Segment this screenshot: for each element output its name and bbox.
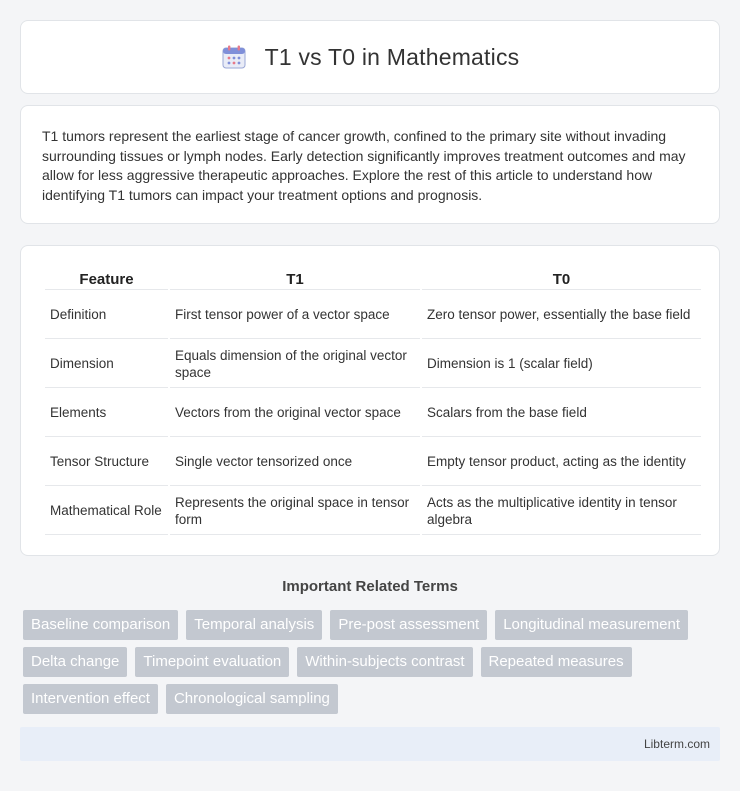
row-feature: Tensor Structure (45, 439, 168, 486)
table-row (45, 341, 701, 388)
table-header-row (45, 268, 701, 290)
related-term-tag[interactable]: Baseline comparison (23, 610, 178, 640)
header-card (20, 20, 720, 94)
related-term-tag[interactable]: Longitudinal measurement (495, 610, 688, 640)
row-feature: Dimension (45, 341, 168, 388)
table-row (45, 439, 701, 486)
related-term-tag[interactable]: Within-subjects contrast (297, 647, 472, 677)
row-feature: Mathematical Role (45, 488, 168, 535)
related-terms-title: Important Related Terms (282, 578, 458, 595)
row-t0: Scalars from the base field (422, 390, 701, 437)
row-t1: Vectors from the original vector space (170, 390, 420, 437)
related-term-tag[interactable]: Pre-post assessment (330, 610, 487, 640)
row-t1: Represents the original space in tensor form (170, 488, 420, 535)
row-t0: Acts as the multiplicative identity in tensor algebra (422, 488, 701, 535)
row-feature: Elements (45, 390, 168, 437)
footer-site-link[interactable]: Libterm.com (643, 737, 710, 751)
row-feature: Definition (45, 292, 168, 339)
header (221, 44, 520, 71)
table-row (45, 292, 701, 339)
calendar-icon (221, 44, 247, 70)
row-t0: Empty tensor product, acting as the identity (422, 439, 701, 486)
table-row (45, 390, 701, 437)
header-feature: Feature (45, 268, 168, 290)
comparison-table-card (20, 245, 720, 556)
related-terms-list (23, 610, 723, 714)
header-t1: T1 (170, 268, 420, 290)
related-term-tag[interactable]: Delta change (23, 647, 127, 677)
intro-card (20, 105, 720, 224)
row-t1: Equals dimension of the original vector space (170, 341, 420, 388)
row-t1: Single vector tensorized once (170, 439, 420, 486)
related-term-tag[interactable]: Intervention effect (23, 684, 158, 714)
table-row (45, 488, 701, 535)
related-term-tag[interactable]: Repeated measures (481, 647, 632, 677)
related-term-tag[interactable]: Timepoint evaluation (135, 647, 289, 677)
row-t0: Zero tensor power, essentially the base field (422, 292, 701, 339)
related-term-tag[interactable]: Chronological sampling (166, 684, 338, 714)
related-term-tag[interactable]: Temporal analysis (186, 610, 322, 640)
row-t1: First tensor power of a vector space (170, 292, 420, 339)
header-t0: T0 (422, 268, 701, 290)
footer (20, 727, 720, 761)
page-title: T1 vs T0 in Mathematics (264, 43, 520, 70)
comparison-table (43, 266, 703, 537)
row-t0: Dimension is 1 (scalar field) (422, 341, 701, 388)
intro-text: T1 tumors represent the earliest stage of cancer growth, confined to the primary site without invading surrounding tissues or lymph nodes. Early detection significantly improves treatment outcomes and may allow for less aggressive therapeutic approaches. Explore the rest of this article to understand how identifying T1 tumors can impact your treatment options and prognosis. (42, 128, 686, 203)
